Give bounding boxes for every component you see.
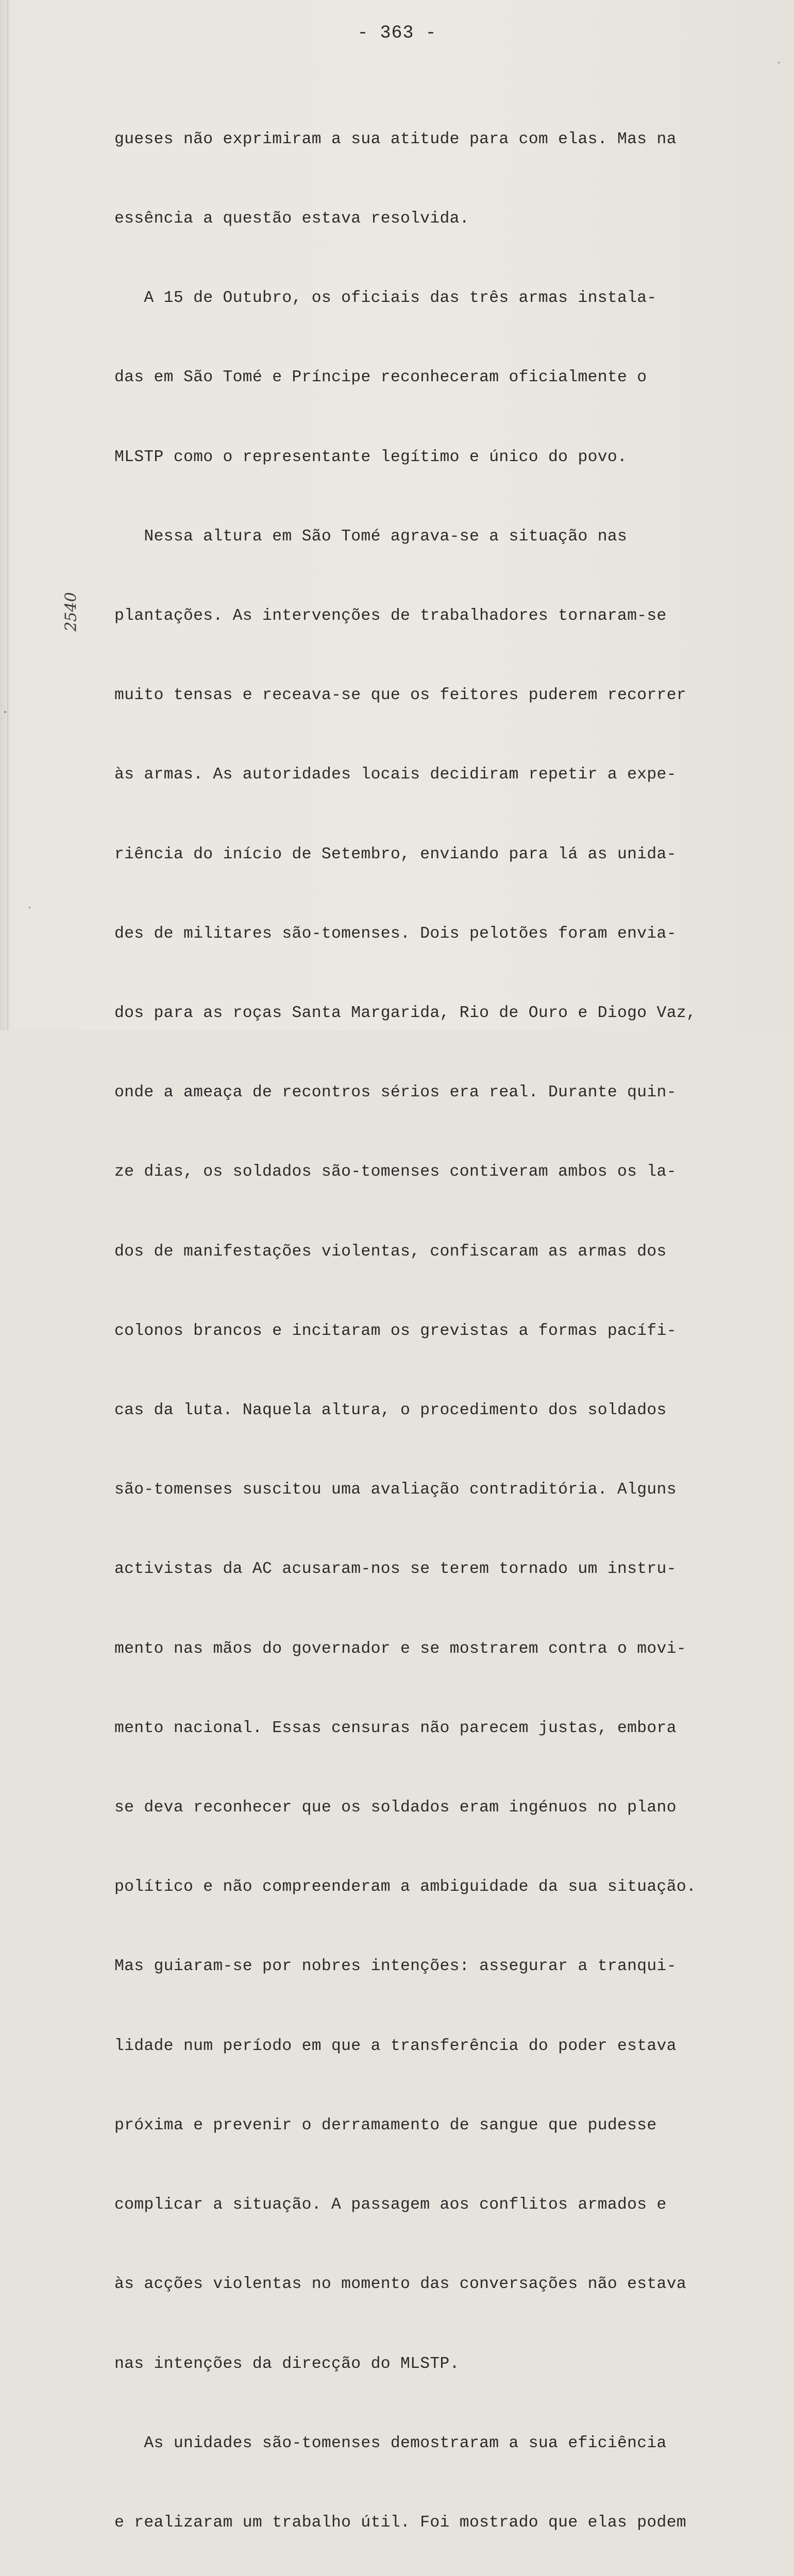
page-number: - 363 - [357, 23, 437, 43]
page-edge [7, 0, 8, 1030]
text-line: próxima e prevenir o derramamento de sangue que pudesse [114, 2116, 657, 2134]
text-line: dos de manifestações violentas, confiscaram as armas dos [114, 1242, 667, 1261]
text-line: complicar a situação. A passagem aos conflitos armados e [114, 2196, 667, 2214]
body-text [114, 73, 758, 2576]
scan-speck [778, 62, 780, 63]
text-line: político e não compreenderam a ambiguidade da sua situação. [114, 1878, 697, 1896]
text-line: colonos brancos e incitaram os grevistas a formas pacífi- [114, 1321, 677, 1340]
text-line: A 15 de Outubro, os oficiais das três armas instala- [114, 289, 657, 308]
text-line: MLSTP como o representante legítimo e único do povo. [114, 448, 628, 466]
text-line: lidade num período em que a transferência do poder estava [114, 2037, 677, 2055]
text-line: Mas guiaram-se por nobres intenções: assegurar a tranqui- [114, 1957, 677, 1976]
text-line: às acções violentas no momento das conversações não estava [114, 2275, 686, 2294]
text-line: riência do início de Setembro, enviando para lá as unida- [114, 845, 677, 863]
text-line: às armas. As autoridades locais decidiram repetir a expe- [114, 766, 677, 784]
text-line: Nessa altura em São Tomé agrava-se a situação nas [114, 527, 628, 546]
text-line: essência a questão estava resolvida. [114, 210, 469, 228]
text-line: das em São Tomé e Príncipe reconheceram oficialmente o [114, 368, 647, 387]
text-line: nas intenções da direcção do MLSTP. [114, 2354, 460, 2373]
text-line: e realizaram um trabalho útil. Foi mostrado que elas podem [114, 2513, 686, 2532]
text-line: ze dias, os soldados são-tomenses contiveram ambos os la- [114, 1163, 677, 1181]
handwritten-margin-note [62, 587, 98, 639]
text-line: As unidades são-tomenses demostraram a sua eficiência [114, 2434, 667, 2452]
text-line: são-tomenses suscitou uma avaliação contraditória. Alguns [114, 1481, 677, 1499]
text-line: cas da luta. Naquela altura, o procedimento dos soldados [114, 1401, 667, 1420]
text-line: se deva reconhecer que os soldados eram ingénuos no plano [114, 1799, 677, 1817]
text-line: muito tensas e receava-se que os feitores puderem recorrer [114, 686, 686, 705]
scan-speck [29, 907, 30, 908]
text-line: plantações. As intervenções de trabalhadores tornaram-se [114, 607, 667, 625]
text-line: mento nacional. Essas censuras não parecem justas, embora [114, 1719, 677, 1737]
text-line: mento nas mãos do governador e se mostrarem contra o movi- [114, 1639, 686, 1658]
text-line: activistas da AC acusaram-nos se terem tornado um instru- [114, 1560, 677, 1579]
text-line: des de militares são-tomenses. Dois pelotões foram envia- [114, 924, 677, 943]
text-line: onde a ameaça de recontros sérios era real. Durante quin- [114, 1083, 677, 1102]
text-line: dos para as roças Santa Margarida, Rio de Ouro e Diogo Vaz, [114, 1004, 697, 1023]
scan-speck [4, 711, 6, 713]
text-line: gueses não exprimiram a sua atitude para com elas. Mas na [114, 130, 677, 148]
margin-note-text: 2540 [62, 592, 80, 632]
